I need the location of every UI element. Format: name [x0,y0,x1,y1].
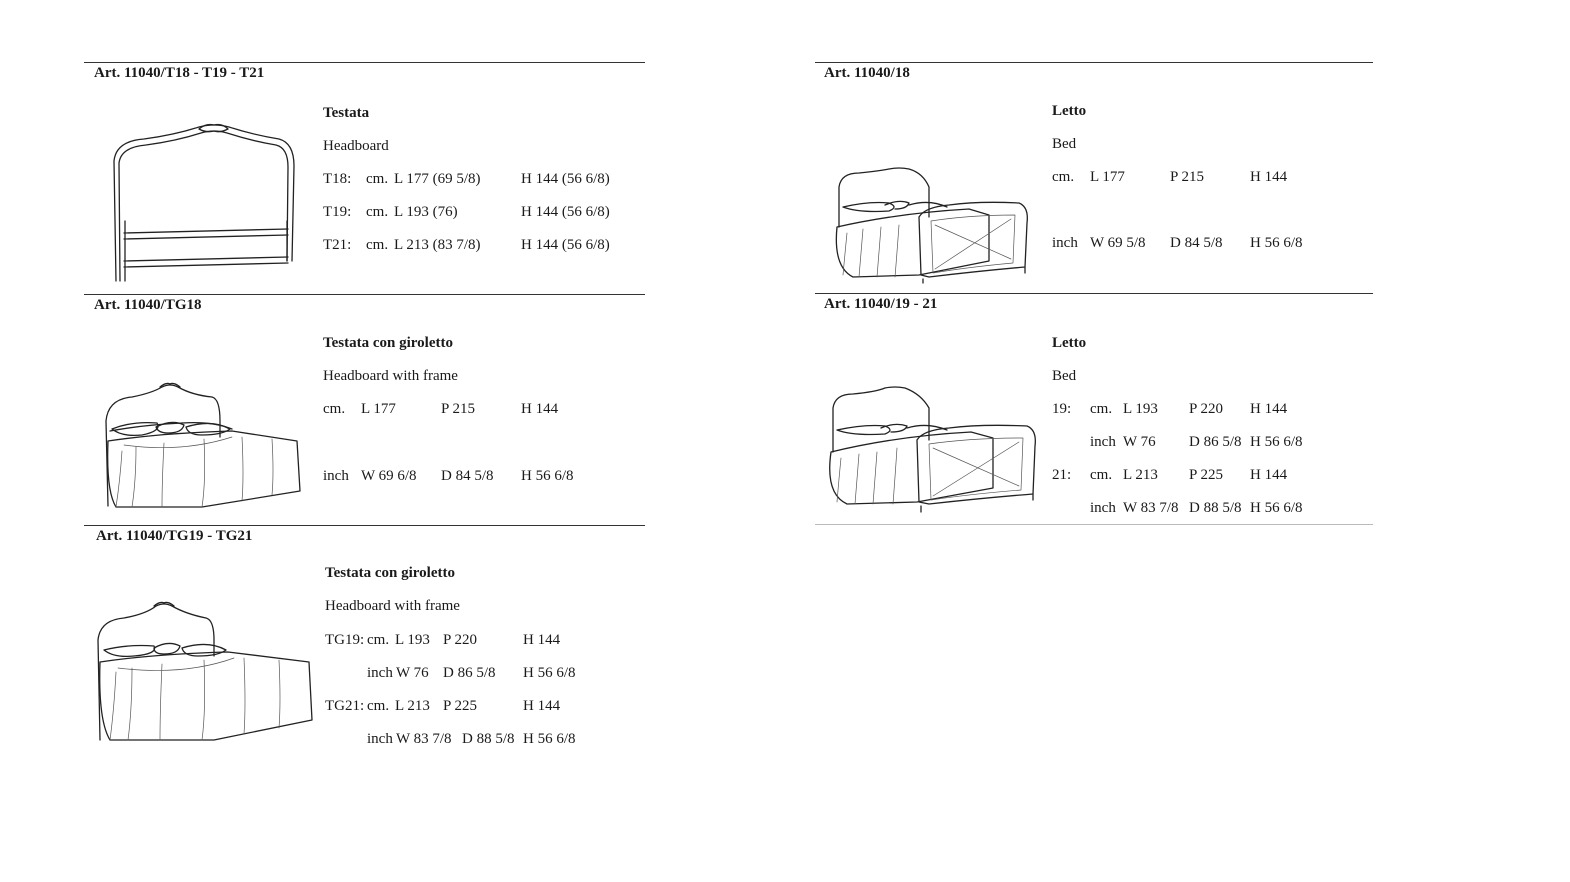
section-headboard [84,62,645,295]
row-depth: D 88 5/8 [1189,500,1242,516]
row-height: H 144 [523,698,561,714]
cm-length: L 177 [1090,169,1125,185]
row-width: W 76 [396,665,429,681]
inch-height: H 56 6/8 [1250,235,1303,251]
row-width: W 76 [1123,434,1156,450]
headboard-frame-sketch [94,600,319,750]
inch-depth: D 84 5/8 [441,468,494,484]
product-title: Letto [1052,335,1087,351]
product-subtitle: Bed [1052,368,1077,384]
row-length: L 213 (83 7/8) [394,237,481,253]
row-unit: cm. [366,204,389,220]
inch-unit: inch [1052,235,1078,251]
product-title: Letto [1052,103,1087,119]
section-bed-18 [815,62,1373,294]
product-subtitle: Bed [1052,136,1077,152]
row-height: H 56 6/8 [523,665,576,681]
article-code: Art. 11040/TG18 [94,297,202,313]
row-depth: D 88 5/8 [462,731,515,747]
row-unit: cm. [367,632,390,648]
article-code: Art. 11040/TG19 - TG21 [96,528,253,544]
cm-height: H 144 [1250,169,1288,185]
row-unit: inch [367,731,393,747]
article-code: Art. 11040/18 [824,65,910,81]
row-depth: D 86 5/8 [1189,434,1242,450]
inch-depth: D 84 5/8 [1170,235,1223,251]
cm-depth: P 215 [441,401,476,417]
row-code: T18: [323,171,352,187]
inch-width: W 69 6/8 [361,468,417,484]
cm-length: L 177 [361,401,396,417]
row-unit: inch [367,665,393,681]
headboard-sketch [104,121,304,291]
row-height: H 144 [1250,467,1288,483]
row-unit: inch [1090,500,1116,516]
section-bed-19-21 [815,293,1373,525]
row-height: H 144 (56 6/8) [521,237,610,253]
row-unit: inch [1090,434,1116,450]
cm-depth: P 215 [1170,169,1205,185]
row-height: H 56 6/8 [1250,500,1303,516]
row-depth: D 86 5/8 [443,665,496,681]
row-height: H 144 (56 6/8) [521,171,610,187]
product-title: Testata con giroletto [325,565,455,581]
row-unit: cm. [1090,467,1113,483]
row-code: 21: [1052,467,1072,483]
row-height: H 56 6/8 [1250,434,1303,450]
inch-unit: inch [323,468,349,484]
row-depth: P 225 [443,698,478,714]
row-length: L 213 [1123,467,1158,483]
row-width: W 83 7/8 [396,731,452,747]
row-unit: cm. [1090,401,1113,417]
row-code: TG21: [325,698,365,714]
row-height: H 144 [523,632,561,648]
inch-height: H 56 6/8 [521,468,574,484]
product-title: Testata [323,105,370,121]
row-unit: cm. [367,698,390,714]
row-unit: cm. [366,171,389,187]
section-headboard-with-frame-large [84,525,645,766]
row-code: T21: [323,237,352,253]
product-subtitle: Headboard [323,138,389,154]
bed-sketch [821,386,1046,516]
bed-sketch [829,167,1039,287]
inch-width: W 69 5/8 [1090,235,1146,251]
row-width: W 83 7/8 [1123,500,1179,516]
product-subtitle: Headboard with frame [323,368,458,384]
product-title: Testata con giroletto [323,335,453,351]
headboard-frame-sketch [102,381,312,516]
row-length: L 193 [1123,401,1158,417]
row-depth: P 225 [1189,467,1224,483]
product-subtitle: Headboard with frame [325,598,460,614]
row-code: 19: [1052,401,1072,417]
cm-height: H 144 [521,401,559,417]
cm-unit: cm. [323,401,346,417]
row-length: L 213 [395,698,430,714]
article-code: Art. 11040/19 - 21 [824,296,938,312]
row-length: L 177 (69 5/8) [394,171,481,187]
row-depth: P 220 [443,632,478,648]
row-length: L 193 [395,632,430,648]
row-unit: cm. [366,237,389,253]
cm-unit: cm. [1052,169,1075,185]
row-length: L 193 (76) [394,204,458,220]
row-height: H 144 [1250,401,1288,417]
article-code: Art. 11040/T18 - T19 - T21 [94,65,265,81]
row-depth: P 220 [1189,401,1224,417]
row-height: H 144 (56 6/8) [521,204,610,220]
row-code: TG19: [325,632,365,648]
row-height: H 56 6/8 [523,731,576,747]
section-headboard-with-frame [84,294,645,526]
row-code: T19: [323,204,352,220]
